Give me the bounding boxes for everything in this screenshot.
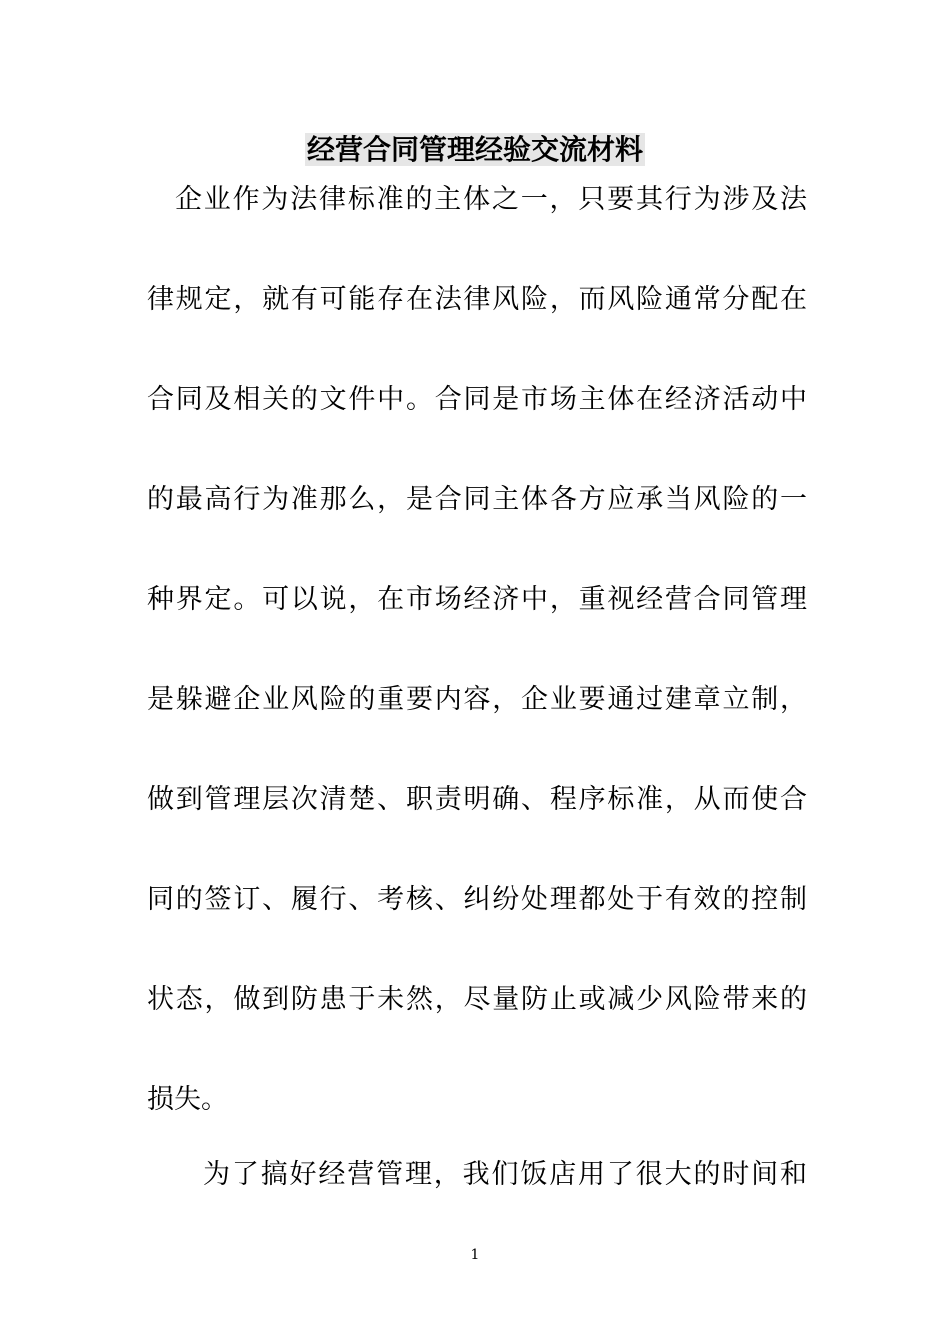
paragraph-line: 是躲避企业风险的重要内容，企业要通过建章立制， — [147, 684, 807, 715]
paragraph-line: 种界定。可以说，在市场经济中，重视经营合同管理 — [147, 584, 807, 615]
paragraph-line: 企业作为法律标准的主体之一，只要其行为涉及法 — [175, 184, 807, 215]
title-text: 经营合同管理经验交流材料 — [306, 133, 643, 166]
page-number: 1 — [470, 1247, 480, 1263]
document-title — [0, 128, 950, 172]
paragraph-line: 的最高行为准那么，是合同主体各方应承当风险的一 — [147, 484, 807, 515]
paragraph-line: 为了搞好经营管理，我们饭店用了很大的时间和 — [203, 1159, 807, 1190]
paragraph-line: 同的签订、履行、考核、纠纷处理都处于有效的控制 — [147, 884, 807, 915]
paragraph-line: 律规定，就有可能存在法律风险，而风险通常分配在 — [147, 284, 807, 315]
paragraph-line: 状态，做到防患于未然，尽量防止或减少风险带来的 — [147, 984, 807, 1015]
paragraph-line: 合同及相关的文件中。合同是市场主体在经济活动中 — [147, 384, 807, 415]
paragraph-line: 损失。 — [147, 1084, 228, 1115]
paragraph-line: 做到管理层次清楚、职责明确、程序标准，从而使合 — [147, 784, 807, 815]
